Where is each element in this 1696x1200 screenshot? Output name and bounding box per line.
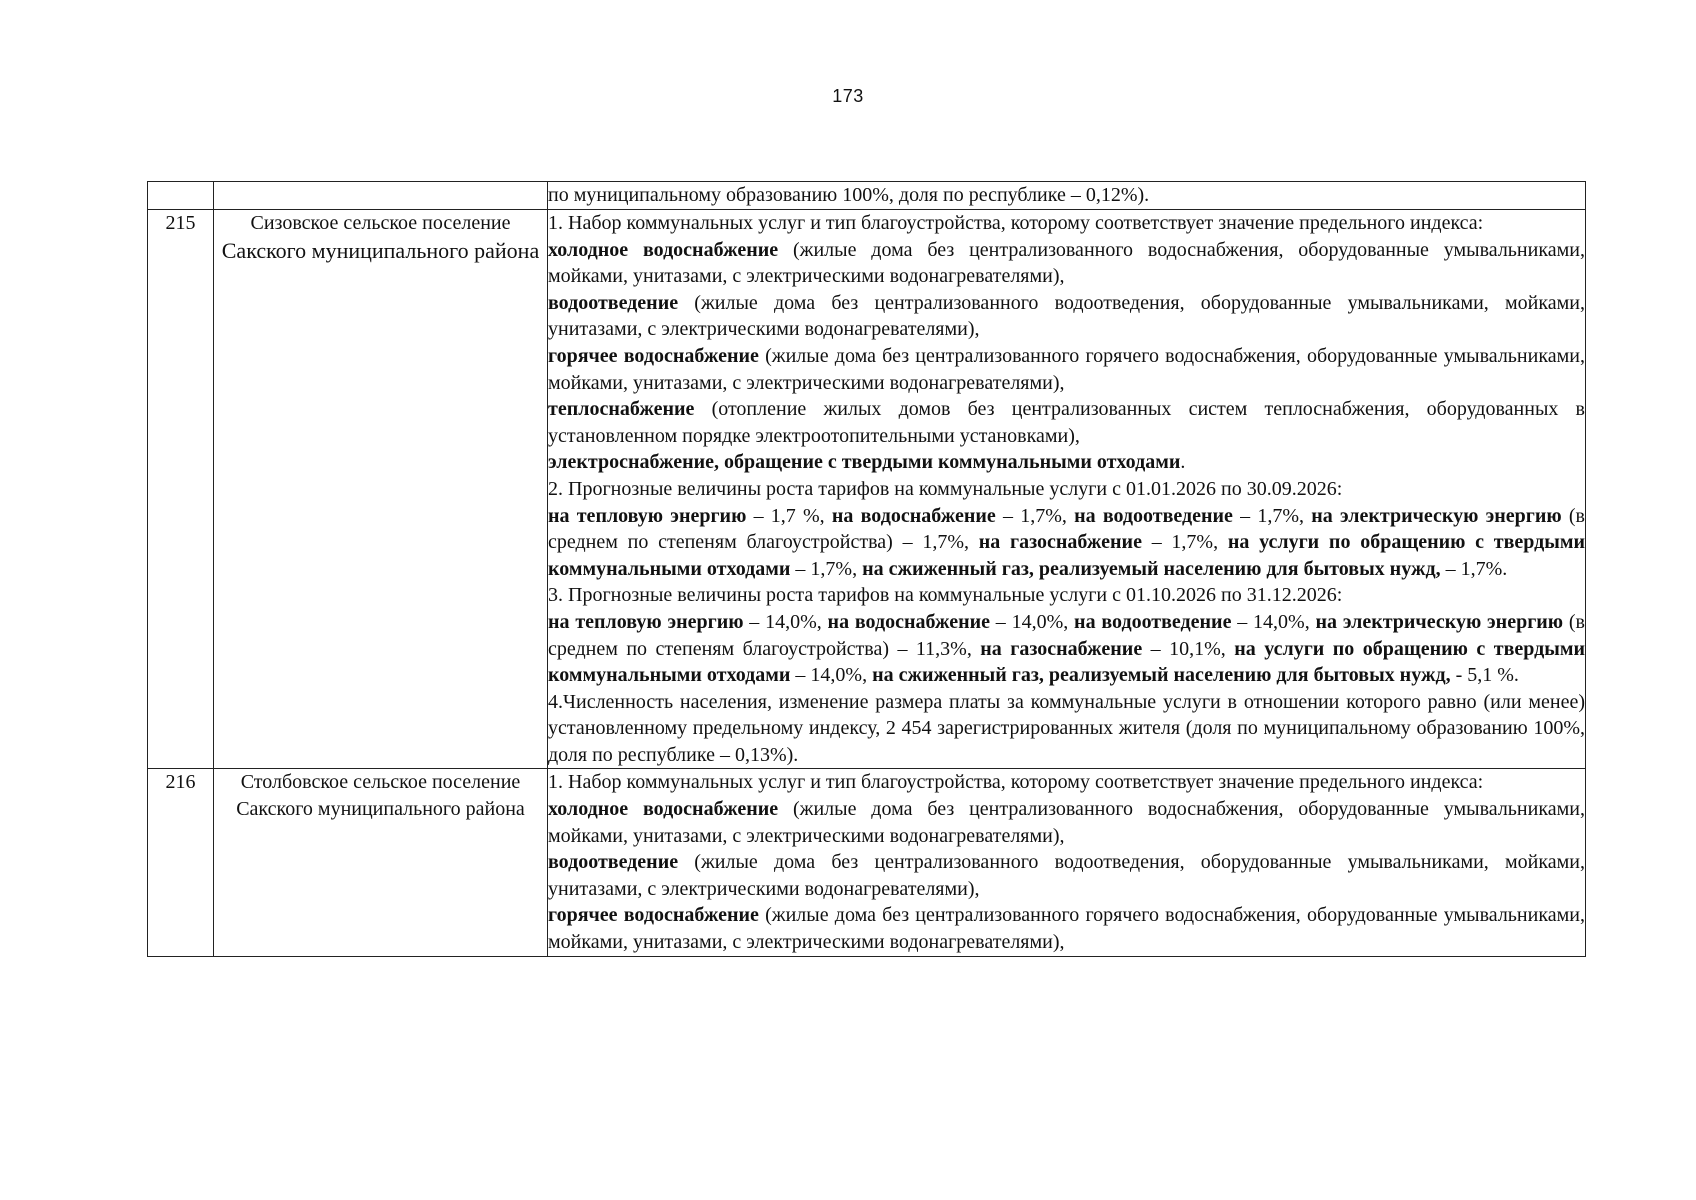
bold-term: холодное водоснабжение <box>548 238 779 261</box>
paragraph-forecast-1-intro: 2. Прогнозные величины роста тарифов на коммунальные услуги с 01.01.2026 по 30.09.2026: <box>548 477 1343 500</box>
bold-term: водоотведение <box>548 291 679 314</box>
table-row-continuation <box>148 182 1586 210</box>
paragraph-forecast-2-intro: 3. Прогнозные величины роста тарифов на коммунальные услуги с 01.10.2026 по 31.12.2026: <box>548 584 1343 607</box>
municipality-name-line: Сакского муниципального района <box>221 237 540 263</box>
paragraph-cold-water <box>548 796 1585 849</box>
paragraph-cold-water <box>548 237 1585 290</box>
bold-term: на газоснабжение <box>978 531 1142 554</box>
paragraph-heating <box>548 396 1585 449</box>
bold-term: на газоснабжение <box>980 637 1143 660</box>
term-text: – 14,0%, <box>1231 610 1316 633</box>
paragraph-forecast-1 <box>548 503 1585 583</box>
bold-term: на тепловую энергию <box>548 504 747 527</box>
term-text: – 14,0%, <box>790 664 873 687</box>
continuation-text: по муниципальному образованию 100%, доля по республике – 0,12%). <box>548 184 1150 206</box>
term-text: – 1,7%, <box>995 504 1075 527</box>
num-cell <box>148 182 214 210</box>
bold-term: на водоотведение <box>1074 610 1232 633</box>
paragraph-services: 1. Набор коммунальных услуг и тип благоустройства, которому соответствует значение предельного индекса: <box>548 212 1484 234</box>
table-row <box>148 210 1586 769</box>
bold-term: холодное водоснабжение <box>548 798 779 821</box>
row-number: 215 <box>148 210 214 769</box>
bold-term: на услуги по обращению с твердыми коммунальными отходами <box>548 531 1586 580</box>
paragraph-forecast-2 <box>548 609 1585 689</box>
municipality-name-cell <box>214 769 548 956</box>
term-text: . <box>1180 451 1186 474</box>
bold-term: горячее водоснабжение <box>548 344 759 367</box>
term-text: – 1,7%. <box>1440 557 1508 580</box>
term-text: (отопление жилых домов без централизованных систем теплоснабжения, оборудованных в установленном порядке электроотопительными установками), <box>548 398 1585 447</box>
bold-term: на услуги по обращению с твердыми коммунальными отходами <box>548 637 1585 687</box>
term-text: – 1,7%, <box>1141 531 1228 554</box>
term-text: (жилые дома без централизованного водоснабжения, оборудованные умывальниками, мойками, унитазами, с электрическими водонагревателями), <box>548 798 1585 847</box>
paragraph-electricity <box>548 449 1585 476</box>
paragraph-sewerage <box>548 290 1585 343</box>
term-text: - 5,1 %. <box>1450 664 1519 687</box>
bold-term: электроснабжение, обращение с твердыми коммунальными отходами <box>548 451 1181 474</box>
term-text: (жилые дома без централизованного водоснабжения, оборудованные умывальниками, мойками, унитазами, с электрическими водонагревателями), <box>548 238 1585 288</box>
bold-term: на тепловую энергию <box>548 610 744 633</box>
table-row <box>148 769 1586 956</box>
bold-term: на водоснабжение <box>831 504 996 527</box>
name-cell <box>214 182 548 210</box>
term-text: (жилые дома без централизованного горячего водоснабжения, оборудованные умывальниками, мойками, унитазами, с электрическими водонагревателями), <box>548 344 1585 394</box>
municipality-name-cell <box>214 210 548 769</box>
bold-term: на водоснабжение <box>827 610 991 633</box>
term-text: – 14,0%, <box>990 610 1075 633</box>
paragraph-sewerage <box>548 849 1585 902</box>
row-number: 216 <box>148 769 214 956</box>
bold-term: водоотведение <box>548 851 679 874</box>
text-cell <box>548 182 1586 210</box>
bold-term: на водоотведение <box>1074 504 1233 527</box>
term-text: (жилые дома без централизованного водоотведения, оборудованные умывальниками, мойками, унитазами, с электрическими водонагревателями), <box>548 851 1585 900</box>
page-number: 173 <box>832 86 864 106</box>
term-text: (жилые дома без централизованного горячего водоснабжения, оборудованные умывальниками, мойками, унитазами, с электрическими водонагревателями), <box>548 904 1585 954</box>
municipality-name-line: Столбовское сельское поселение Сакского муниципального района <box>236 771 525 821</box>
term-text: – 1,7%, <box>790 557 863 580</box>
term-text: (в среднем по степеням благоустройства) – 1,7%, <box>548 504 1586 554</box>
bold-term: на электрическую энергию <box>1315 610 1564 633</box>
term-text: (в среднем по степеням благоустройства) – 11,3%, <box>548 610 1585 660</box>
bold-term: горячее водоснабжение <box>548 904 759 927</box>
term-text: – 1,7 %, <box>746 504 832 527</box>
municipality-name-line: Сизовское сельское поселение <box>250 212 511 234</box>
term-text: – 10,1%, <box>1142 637 1235 660</box>
bold-term: на электрическую энергию <box>1311 504 1562 527</box>
paragraph-hot-water <box>548 343 1585 396</box>
bold-term: на сжиженный газ, реализуемый населению для бытовых нужд, <box>862 557 1441 580</box>
paragraph-hot-water <box>548 902 1585 955</box>
tariff-description-cell <box>548 210 1586 769</box>
term-text: – 14,0%, <box>743 610 828 633</box>
paragraph-population: 4.Численность населения, изменение размера платы за коммунальные услуги в отношении которого равно (или менее) установленному предельному индексу, 2 454 зарегистрированных жителя (доля по муниципальному образованию 100%, доля по республике – 0,13%). <box>548 690 1585 766</box>
bold-term: теплоснабжение <box>548 398 695 421</box>
term-text: (жилые дома без централизованного водоотведения, оборудованные умывальниками, мойками, унитазами, с электрическими водонагревателями), <box>548 291 1585 341</box>
bold-term: на сжиженный газ, реализуемый населению для бытовых нужд, <box>872 664 1451 687</box>
term-text: – 1,7%, <box>1232 504 1312 527</box>
tariff-table <box>147 181 1586 957</box>
tariff-description-cell <box>548 769 1586 956</box>
paragraph-services: 1. Набор коммунальных услуг и тип благоустройства, которому соответствует значение предельного индекса: <box>548 771 1484 794</box>
